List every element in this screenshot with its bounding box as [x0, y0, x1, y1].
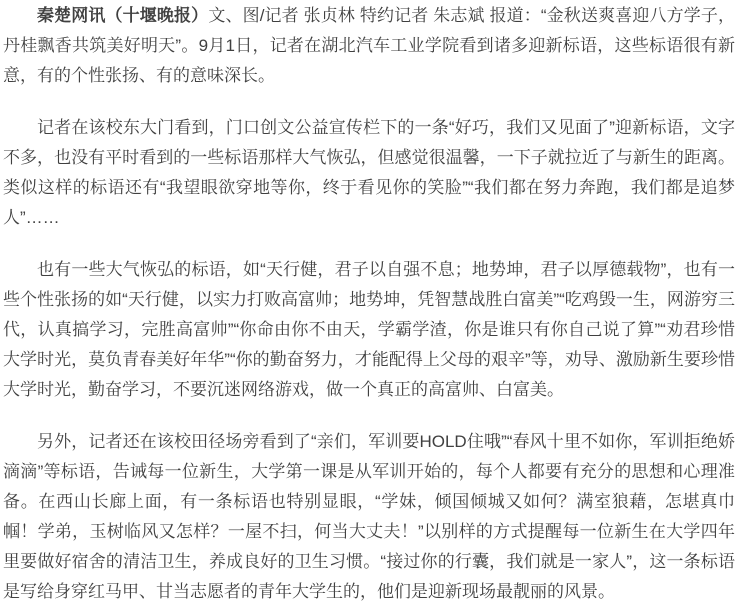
article-paragraph — [3, 113, 735, 233]
article-paragraph-text: 文、图/记者 张贞林 特约记者 朱志斌 报道：“金秋送爽喜迎八方学子，丹桂飘香共筑美好明天”。9月1日，记者在湖北汽车工业学院看到诸多迎新标语，这些标语很有新意，有的个性张扬、有的意味深长。 — [3, 6, 736, 85]
article-paragraph-text: 也有一些大气恢弘的标语，如“天行健，君子以自强不息；地势坤，君子以厚德载物”，也有一些个性张扬的如“天行健，以实力打败高富帅；地势坤，凭智慧战胜白富美”“吃鸡毁一生，网游穷三代，认真搞学习，完胜高富帅”“你命由你不由天，学霸学渣，你是谁只有你自己说了算”“劝君珍惜大学时光，莫负青春美好年华”“你的勤奋努力，才能配得上父母的艰辛”等，劝导、激励新生要珍惜大学时光，勤奋学习，不要沉迷网络游戏，做一个真正的高富帅、白富美。 — [3, 260, 735, 399]
article-paragraph — [3, 255, 735, 405]
article-lead-source: 秦楚网讯（十堰晚报） — [37, 6, 209, 25]
article-paragraph-text: 记者在该校东大门看到，门口创文公益宣传栏下的一条“好巧，我们又见面了”迎新标语，文字不多，也没有平时看到的一些标语那样大气恢弘，但感觉很温馨，一下子就拉近了与新生的距离。类似这样的标语还有“我望眼欲穿地等你，终于看见你的笑脸”“我们都在努力奔跑，我们都是追梦人”…… — [3, 118, 735, 227]
article-paragraph — [3, 1, 735, 91]
article-paragraph — [3, 427, 735, 607]
article-paragraph-text: 另外，记者还在该校田径场旁看到了“亲们，军训要HOLD住哦”“春风十里不如你，军训拒绝娇滴滴”等标语，告诫每一位新生，大学第一课是从军训开始的，每个人都要有充分的思想和心理准备。在西山长廊上面，有一条标语也特别显眼，“学妹，倾国倾城又如何？满室狼藉，怎堪真巾帼！学弟，玉树临风又怎样？一屋不扫，何当大丈夫！”以别样的方式提醒每一位新生在大学四年里要做好宿舍的清洁卫生，养成良好的卫生习惯。“接过你的行囊，我们就是一家人”，这一条标语是写给身穿红马甲、甘当志愿者的青年大学生的，他们是迎新现场最靓丽的风景。 — [3, 432, 735, 601]
